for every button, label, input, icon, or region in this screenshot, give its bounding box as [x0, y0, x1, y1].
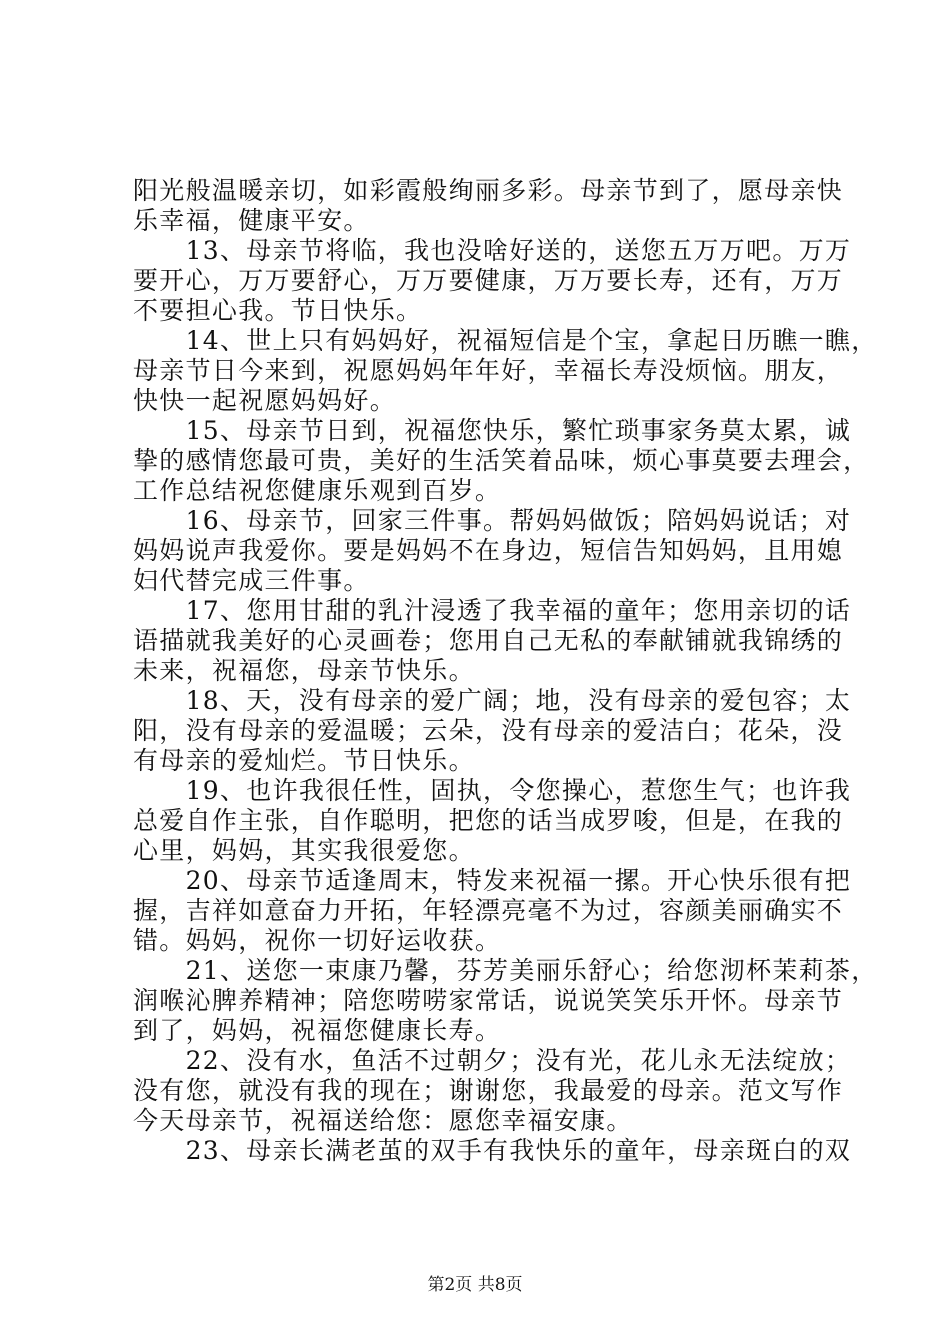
document-body — [133, 176, 878, 1166]
text-line: 20、母亲节适逢周末，特发来祝福一摞。开心快乐很有把 — [133, 866, 852, 895]
text-line: 心里，妈妈，其实我很爱您。 — [133, 836, 475, 865]
text-line: 到了，妈妈，祝福您健康长寿。 — [133, 1016, 502, 1045]
text-line: 润喉沁脾养精神；陪您唠唠家常话，说说笑笑乐开怀。母亲节 — [133, 986, 844, 1015]
text-line: 快快一起祝愿妈妈好。 — [133, 386, 397, 415]
text-line: 阳，没有母亲的爱温暖；云朵，没有母亲的爱洁白；花朵，没 — [133, 716, 844, 745]
text-line: 15、母亲节日到，祝福您快乐，繁忙琐事家务莫太累，诚 — [133, 416, 852, 445]
text-line: 妇代替完成三件事。 — [133, 566, 370, 595]
text-line: 握，吉祥如意奋力开拓，年轻漂亮毫不为过，容颜美丽确实不 — [133, 896, 844, 925]
text-line: 阳光般温暖亲切，如彩霞般绚丽多彩。母亲节到了，愿母亲快 — [133, 176, 844, 205]
text-line: 16、母亲节，回家三件事。帮妈妈做饭；陪妈妈说话；对 — [133, 506, 852, 535]
text-line: 有母亲的爱灿烂。节日快乐。 — [133, 746, 475, 775]
text-line: 语描就我美好的心灵画卷；您用自己无私的奉献铺就我锦绣的 — [133, 626, 844, 655]
text-line: 18、天，没有母亲的爱广阔；地，没有母亲的爱包容；太 — [133, 686, 852, 715]
text-line: 没有您，就没有我的现在；谢谢您，我最爱的母亲。范文写作 — [133, 1076, 844, 1105]
text-line: 挚的感情您最可贵，美好的生活笑着品味，烦心事莫要去理会， — [133, 446, 870, 475]
text-line: 错。妈妈，祝你一切好运收获。 — [133, 926, 502, 955]
text-line: 22、没有水，鱼活不过朝夕；没有光，花儿永无法绽放； — [133, 1046, 852, 1075]
text-line: 13、母亲节将临，我也没啥好送的，送您五万万吧。万万 — [133, 236, 852, 265]
text-line: 母亲节日今来到，祝愿妈妈年年好，幸福长寿没烦恼。朋友， — [133, 356, 844, 385]
page-number-footer: 第2页 共8页 — [427, 1275, 523, 1295]
text-line: 未来，祝福您，母亲节快乐。 — [133, 656, 475, 685]
text-line: 总爱自作主张，自作聪明，把您的话当成罗唆，但是，在我的 — [133, 806, 844, 835]
text-line: 21、送您一束康乃馨，芬芳美丽乐舒心；给您沏杯茉莉茶， — [133, 956, 878, 985]
text-line: 妈妈说声我爱你。要是妈妈不在身边，短信告知妈妈，且用媳 — [133, 536, 844, 565]
text-line: 14、世上只有妈妈好，祝福短信是个宝，拿起日历瞧一瞧， — [133, 326, 878, 355]
text-line: 工作总结祝您健康乐观到百岁。 — [133, 476, 502, 505]
text-line: 乐幸福，健康平安。 — [133, 206, 370, 235]
text-line: 要开心，万万要舒心，万万要健康，万万要长寿，还有，万万 — [133, 266, 844, 295]
text-line: 19、也许我很任性，固执，令您操心，惹您生气；也许我 — [133, 776, 852, 805]
text-line: 今天母亲节，祝福送给您：愿您幸福安康。 — [133, 1106, 633, 1135]
text-line: 23、母亲长满老茧的双手有我快乐的童年，母亲斑白的双 — [133, 1136, 852, 1165]
text-line: 17、您用甘甜的乳汁浸透了我幸福的童年；您用亲切的话 — [133, 596, 852, 625]
text-line: 不要担心我。节日快乐。 — [133, 296, 423, 325]
